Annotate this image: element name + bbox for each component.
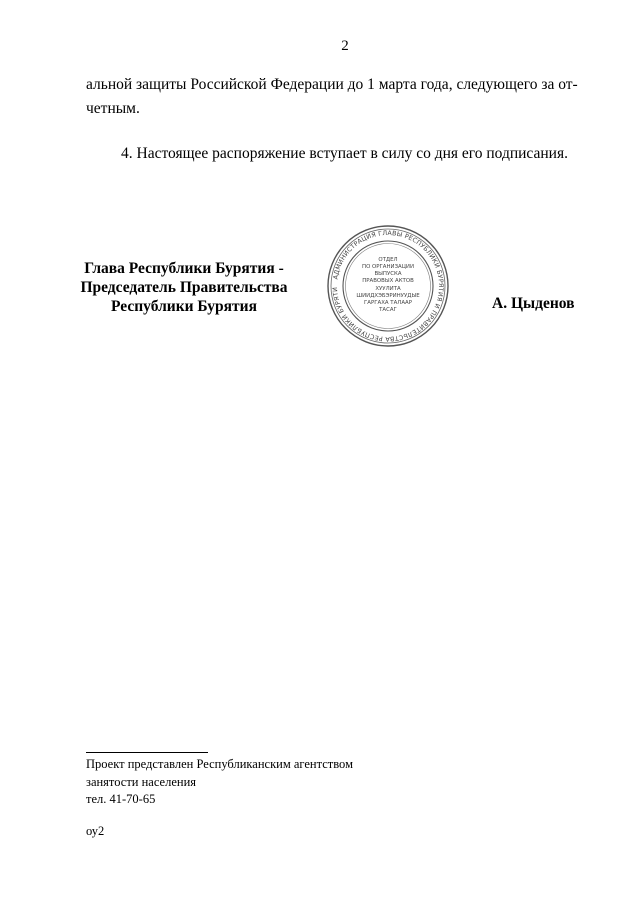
signatory-title-line: Председатель Правительства — [80, 279, 288, 296]
svg-text:ПО ОРГАНИЗАЦИИ: ПО ОРГАНИЗАЦИИ — [362, 264, 414, 270]
official-stamp — [326, 224, 450, 348]
footnote-phone: тел. 41-70-65 — [86, 792, 156, 806]
document-code: оу2 — [86, 824, 105, 838]
body-text-line: альной защиты Российской Федерации до 1 марта года, следующего за от- — [86, 76, 578, 93]
signatory-title-line: Республики Бурятия — [111, 298, 257, 315]
svg-text:ВЫПУСКА: ВЫПУСКА — [374, 271, 402, 277]
svg-text:ОТДЕЛ: ОТДЕЛ — [378, 257, 398, 263]
page-number: 2 — [341, 38, 349, 54]
footnote-line: Проект представлен Республиканским агентством — [86, 757, 353, 771]
svg-text:ШИИДХЭБЭРИНУУДЫЕ: ШИИДХЭБЭРИНУУДЫЕ — [356, 293, 420, 299]
svg-text:АДМИНИСТРАЦИЯ ГЛАВЫ РЕСПУБЛИКИ: АДМИНИСТРАЦИЯ ГЛАВЫ РЕСПУБЛИКИ БУРЯТИЯ И ПРАВИТЕЛЬСТВА РЕСПУБЛИКИ БУРЯТИ — [331, 229, 445, 343]
signatory-title-line: Глава Республики Бурятия - — [84, 260, 284, 277]
footnote-divider — [86, 752, 208, 753]
svg-text:ГАРГАХА ТАЛААР: ГАРГАХА ТАЛААР — [364, 300, 412, 306]
body-text-line: четным. — [86, 100, 140, 117]
svg-text:ПРАВОВЫХ АКТОВ: ПРАВОВЫХ АКТОВ — [362, 278, 414, 284]
svg-text:ХУУЛИТА: ХУУЛИТА — [375, 286, 401, 292]
footnote-line: занятости населения — [86, 775, 197, 789]
signatory-name: А. Цыденов — [492, 295, 575, 312]
stamp-seal-graphic — [326, 224, 450, 348]
svg-text:ТАСАГ: ТАСАГ — [379, 307, 397, 313]
signatory-title — [80, 259, 288, 316]
paragraph-4: 4. Настоящее распоряжение вступает в силу со дня его подписания. — [121, 145, 568, 162]
